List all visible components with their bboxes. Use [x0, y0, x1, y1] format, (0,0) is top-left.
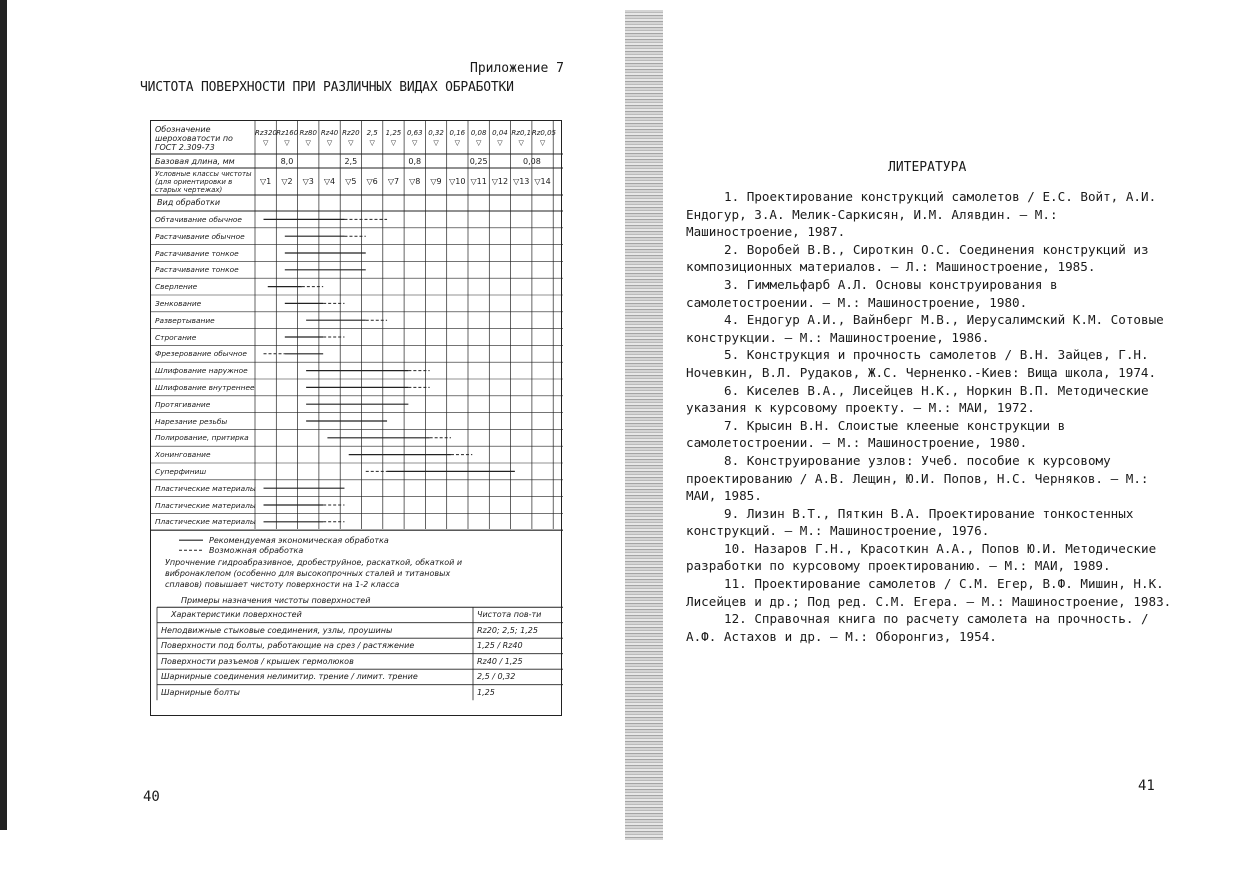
roughness-symbol-icon: ▽ [262, 139, 269, 147]
method-label: Пластические материалы [155, 483, 256, 493]
legend-recommended: Рекомендуемая экономическая обработка [209, 536, 389, 546]
roughness-value: Rz80 [299, 129, 317, 137]
roughness-symbol-icon: ▽ [518, 139, 524, 147]
class-value: ▽12 [491, 177, 509, 186]
legend-possible: Возможная обработка [209, 546, 304, 556]
method-label: Полирование, притирка [155, 433, 249, 443]
classes-header: Условные классы чистоты (для ориентировки в старых чертежах) [155, 170, 252, 194]
reference-item: 5. Конструкция и прочность самолетов / В.Н. Зайцев, Г.Н. Ночевкин, В.Л. Рудаков, Ж.С. Черненко.-Киев: Вища школа, 1974. [686, 347, 1157, 380]
example-finish: 2,5 / 0,32 [477, 672, 516, 682]
example-text: Поверхности под болты, работающие на срез / растяжение [161, 641, 415, 651]
roughness-symbol-icon: ▽ [326, 139, 333, 147]
class-value: ▽4 [323, 177, 336, 186]
examples-head-characteristics: Характеристики поверхностей [171, 610, 302, 620]
class-value: ▽7 [387, 177, 400, 186]
method-label: Пластические материалы [155, 500, 256, 510]
example-text: Поверхности разъемов / крышек гермолюков [161, 656, 354, 666]
roughness-value: 0,63 [406, 129, 423, 137]
example-finish: 1,25 / Rz40 [477, 641, 523, 651]
bibliography-list [686, 188, 1176, 645]
class-value: ▽8 [409, 177, 421, 186]
method-label: Шлифование внутреннее [155, 383, 255, 392]
bibliography-title: ЛИТЕРАТУРА [888, 160, 967, 175]
page-number-right: 41 [1138, 778, 1155, 794]
method-label: Хонингование [155, 450, 211, 460]
roughness-symbol-icon: ▽ [475, 139, 482, 147]
roughness-value: Rz40 [320, 129, 339, 137]
base-length-value: 2,5 [344, 157, 358, 166]
example-text: Шарнирные соединения нелимитир. трение / лимит. трение [161, 672, 418, 682]
appendix-label: Приложение 7 [470, 61, 564, 76]
reference-item: 7. Крысин В.Н. Слоистые клееные конструкции в самолетостроении. – М.: Машиностроение, 1980. [686, 417, 1066, 451]
note-line: Упрочнение гидроабразивное, дробеструйное, раскаткой, обкаткой и [165, 558, 463, 568]
class-value: ▽2 [281, 177, 293, 186]
roughness-value: 0,16 [449, 129, 466, 137]
examples-title: Примеры назначения чистоты поверхностей [181, 596, 371, 606]
reference-item: 11. Проектирование самолетов / С.М. Егер, В.Ф. Мишин, Н.К. Лисейцев и др.; Под ред. С.М. Егера. – М.: Машиностроение, 1983. [686, 576, 1172, 609]
base-length-value: 8,0 [280, 157, 294, 166]
roughness-symbol-icon: ▽ [539, 139, 546, 147]
class-value: ▽9 [430, 177, 442, 186]
table-title: ЧИСТОТА ПОВЕРХНОСТИ ПРИ РАЗЛИЧНЫХ ВИДАХ ОБРАБОТКИ [140, 80, 514, 95]
reference-item: 2. Воробей В.В., Сироткин О.С. Соединения конструкций из композиционных материалов. – Л.: Машиностроение, 1985. [686, 241, 1149, 275]
roughness-value: 0,32 [428, 129, 444, 137]
example-finish: Rz20; 2,5; 1,25 [477, 625, 538, 635]
class-value: ▽10 [449, 177, 466, 186]
class-value: ▽3 [302, 177, 314, 186]
method-label: Растачивание тонкое [155, 265, 239, 275]
method-label: Пластические материалы [155, 517, 256, 527]
method-label: Зенкование [155, 299, 202, 308]
reference-item: 9. Лизин В.Т., Пяткин В.А. Проектирование тонкостенных конструкций. – М.: Машиностроение, 1976. [686, 505, 1134, 539]
method-header: Вид обработки [157, 198, 221, 207]
roughness-value: Rz20 [342, 129, 360, 137]
roughness-symbol-icon: ▽ [433, 139, 439, 147]
method-label: Растачивание тонкое [155, 248, 239, 258]
method-label: Развертывание [155, 315, 215, 325]
page-number-left: 40 [143, 789, 160, 805]
reference-item: 6. Киселев В.А., Лисейцев Н.К., Норкин В.П. Методические указания к курсовому проекту. – М.: МАИ, 1972. [686, 382, 1149, 416]
base-length-value: 0,8 [408, 157, 422, 166]
class-value: ▽5 [345, 177, 357, 186]
reference-item: 4. Ендогур А.И., Вайнберг М.В., Иерусалимский К.М. Сотовые конструкции. – М.: Машиностроение, 1986. [686, 312, 1164, 345]
method-label: Нарезание резьбы [155, 416, 228, 426]
note-line: вибронаклепом (особенно для высокопрочных сталей и титановых [165, 569, 451, 579]
roughness-symbol-icon: ▽ [497, 139, 503, 147]
roughness-symbol-icon: ▽ [454, 139, 461, 147]
roughness-value: 0,04 [492, 129, 508, 137]
method-label: Сверление [155, 282, 198, 292]
roughness-symbol-icon: ▽ [412, 139, 418, 147]
note-line: сплавов) повышает чистоту поверхности на 1-2 класса [165, 580, 400, 590]
examples-head-finish: Чистота пов-ти [477, 610, 542, 620]
roughness-value: 0,08 [470, 129, 487, 137]
roughness-value: Rz160 [276, 129, 299, 137]
reference-item: 10. Назаров Г.Н., Красоткин А.А., Попов Ю.И. Методические разработки по курсовому проектированию. – М.: МАИ, 1989. [686, 540, 1157, 574]
class-value: ▽14 [534, 177, 551, 186]
reference-item: 8. Конструирование узлов: Учеб. пособие к курсовому проектированию / А.В. Лещин, Ю.И. Попов, Н.С. Черняков. – М.: МАИ, 1985. [686, 452, 1149, 504]
example-finish: 1,25 [477, 687, 495, 697]
method-label: Растачивание обычное [155, 231, 245, 241]
class-value: ▽11 [470, 177, 487, 186]
reference-item: 12. Справочная книга по расчету самолета на прочность. / А.Ф. Астахов и др. – М.: Оборонгиз, 1954. [686, 611, 1149, 644]
roughness-value: 1,25 [385, 129, 402, 137]
roughness-symbol-icon: ▽ [284, 139, 290, 147]
roughness-value: 2,5 [366, 129, 378, 137]
method-label: Фрезерование обычное [155, 349, 247, 359]
method-label: Строгание [155, 332, 197, 342]
reference-item: 3. Гиммельфарб А.Л. Основы конструирования в самолетостроении. – М.: Машиностроение, 1980. [686, 276, 1058, 310]
method-label: Суперфиниш [155, 467, 207, 476]
surface-finish-table [150, 120, 562, 716]
base-length-value: 0,25 [469, 157, 488, 166]
class-value: ▽6 [366, 177, 378, 186]
roughness-symbol-icon: ▽ [369, 139, 375, 147]
example-text: Шарнирные болты [161, 687, 240, 697]
page-edge-shadow [0, 0, 7, 830]
roughness-value: Rz320 [255, 129, 277, 137]
roughness-symbol-icon: ▽ [348, 139, 354, 147]
base-length-value: 0,08 [522, 157, 541, 166]
roughness-symbol-icon: ▽ [390, 139, 397, 147]
base-length-header: Базовая длина, мм [155, 157, 235, 166]
method-label: Шлифование наружное [155, 366, 248, 376]
roughness-symbol-icon: ▽ [305, 139, 311, 147]
roughness-value: Rz0,05 [531, 129, 557, 137]
class-value: ▽13 [513, 177, 530, 186]
roughness-header: Обозначение шероховатости по ГОСТ 2.309-73 [155, 125, 233, 152]
class-value: ▽1 [260, 177, 272, 186]
method-label: Протягивание [155, 399, 211, 409]
method-label: Обтачивание обычное [155, 215, 242, 224]
example-text: Неподвижные стыковые соединения, узлы, проушины [161, 625, 393, 635]
roughness-value: Rz0,1 [511, 129, 532, 137]
reference-item: 1. Проектирование конструкций самолетов / Е.С. Войт, А.И. Ендогур, З.А. Мелик-Саркисян, И.М. Алявдин. – М.: Машиностроение, 1987. [686, 189, 1157, 240]
left-page [0, 0, 622, 876]
example-finish: Rz40 / 1,25 [477, 656, 523, 666]
